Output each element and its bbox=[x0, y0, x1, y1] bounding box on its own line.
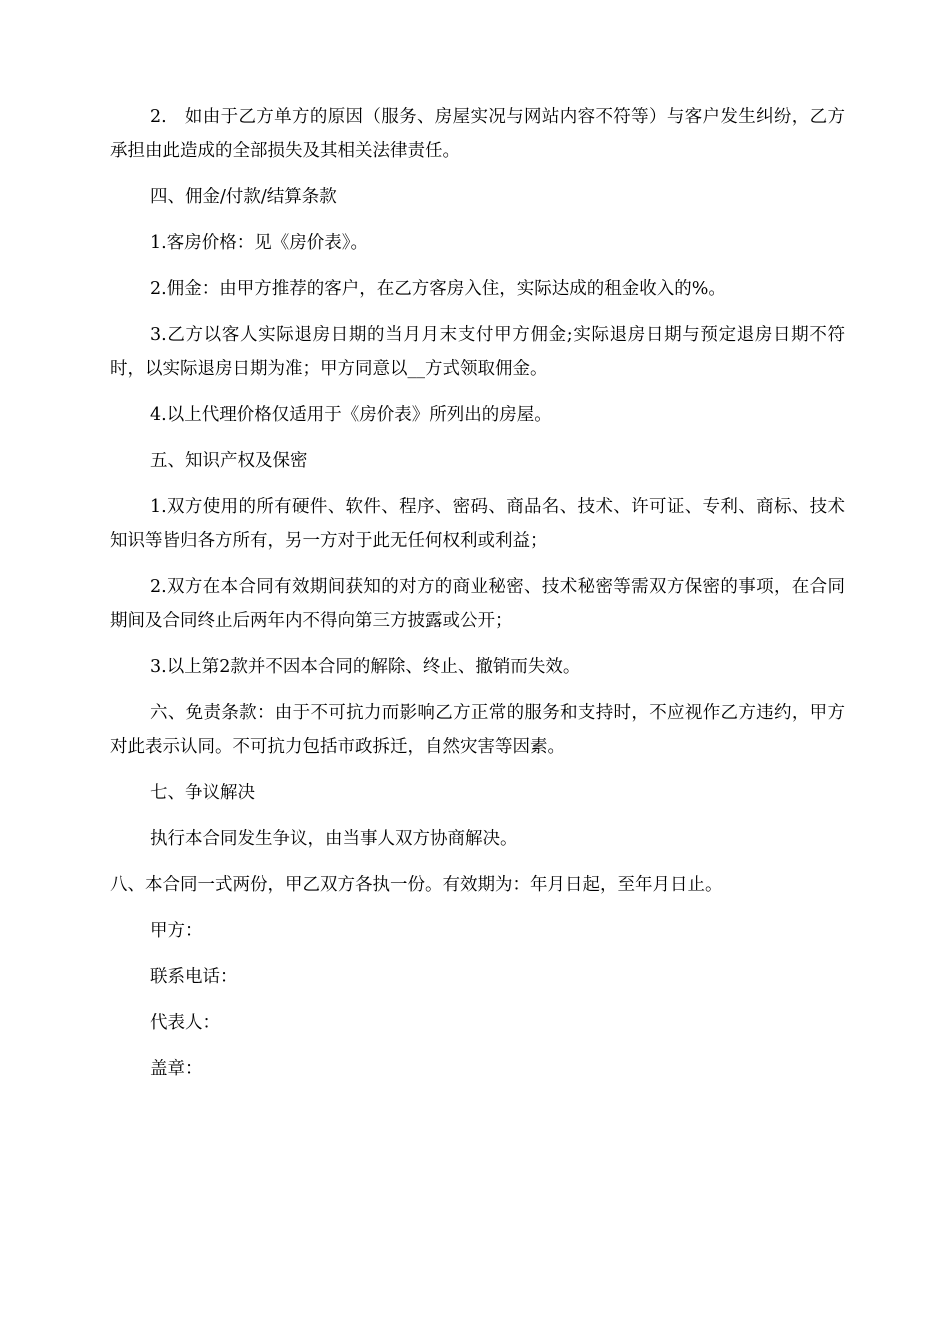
signature-seal: 盖章： bbox=[150, 1059, 203, 1079]
clause-commission: 2.佣金：由甲方推荐的客户，在乙方客房入住，实际达成的租金收入的%。 bbox=[150, 279, 726, 299]
clause-price-scope: 4.以上代理价格仅适用于《房价表》所列出的房屋。 bbox=[150, 405, 552, 425]
section-heading-disputes: 七、争议解决 bbox=[150, 783, 255, 803]
section-heading-ip: 五、知识产权及保密 bbox=[150, 451, 308, 471]
section-heading-commission: 四、佣金/付款/结算条款 bbox=[150, 187, 337, 207]
signature-representative: 代表人： bbox=[150, 1013, 220, 1033]
document-body bbox=[110, 100, 845, 1098]
clause-payment-timing: 3.乙方以客人实际退房日期的当月月末支付甲方佣金;实际退房日期与预定退房日期不符时，以实际退房日期为准；甲方同意以__方式领取佣金。 bbox=[110, 325, 845, 379]
signature-party-a: 甲方： bbox=[150, 921, 203, 941]
clause-dispute-resolution: 执行本合同发生争议，由当事人双方协商解决。 bbox=[150, 829, 518, 849]
section-force-majeure: 六、免责条款：由于不可抗力而影响乙方正常的服务和支持时，不应视作乙方违约，甲方对此表示认同。不可抗力包括市政拆迁，自然灾害等因素。 bbox=[110, 703, 845, 757]
clause-2-disputes: 2. 如由于乙方单方的原因（服务、房屋实况与网站内容不符等）与客户发生纠纷，乙方承担由此造成的全部损失及其相关法律责任。 bbox=[110, 107, 845, 161]
section-copies-validity: 八、本合同一式两份，甲乙双方各执一份。有效期为：年月日起，至年月日止。 bbox=[110, 875, 723, 895]
signature-block bbox=[110, 914, 845, 1086]
clause-room-price: 1.客房价格：见《房价表》。 bbox=[150, 233, 368, 253]
signature-phone: 联系电话： bbox=[150, 967, 238, 987]
clause-survival: 3.以上第2款并不因本合同的解除、终止、撤销而失效。 bbox=[150, 657, 581, 677]
clause-confidentiality: 2.双方在本合同有效期间获知的对方的商业秘密、技术秘密等需双方保密的事项，在合同期间及合同终止后两年内不得向第三方披露或公开； bbox=[110, 577, 845, 631]
clause-ip-ownership: 1.双方使用的所有硬件、软件、程序、密码、商品名、技术、许可证、专利、商标、技术知识等皆归各方所有，另一方对于此无任何权利或利益； bbox=[110, 497, 845, 551]
